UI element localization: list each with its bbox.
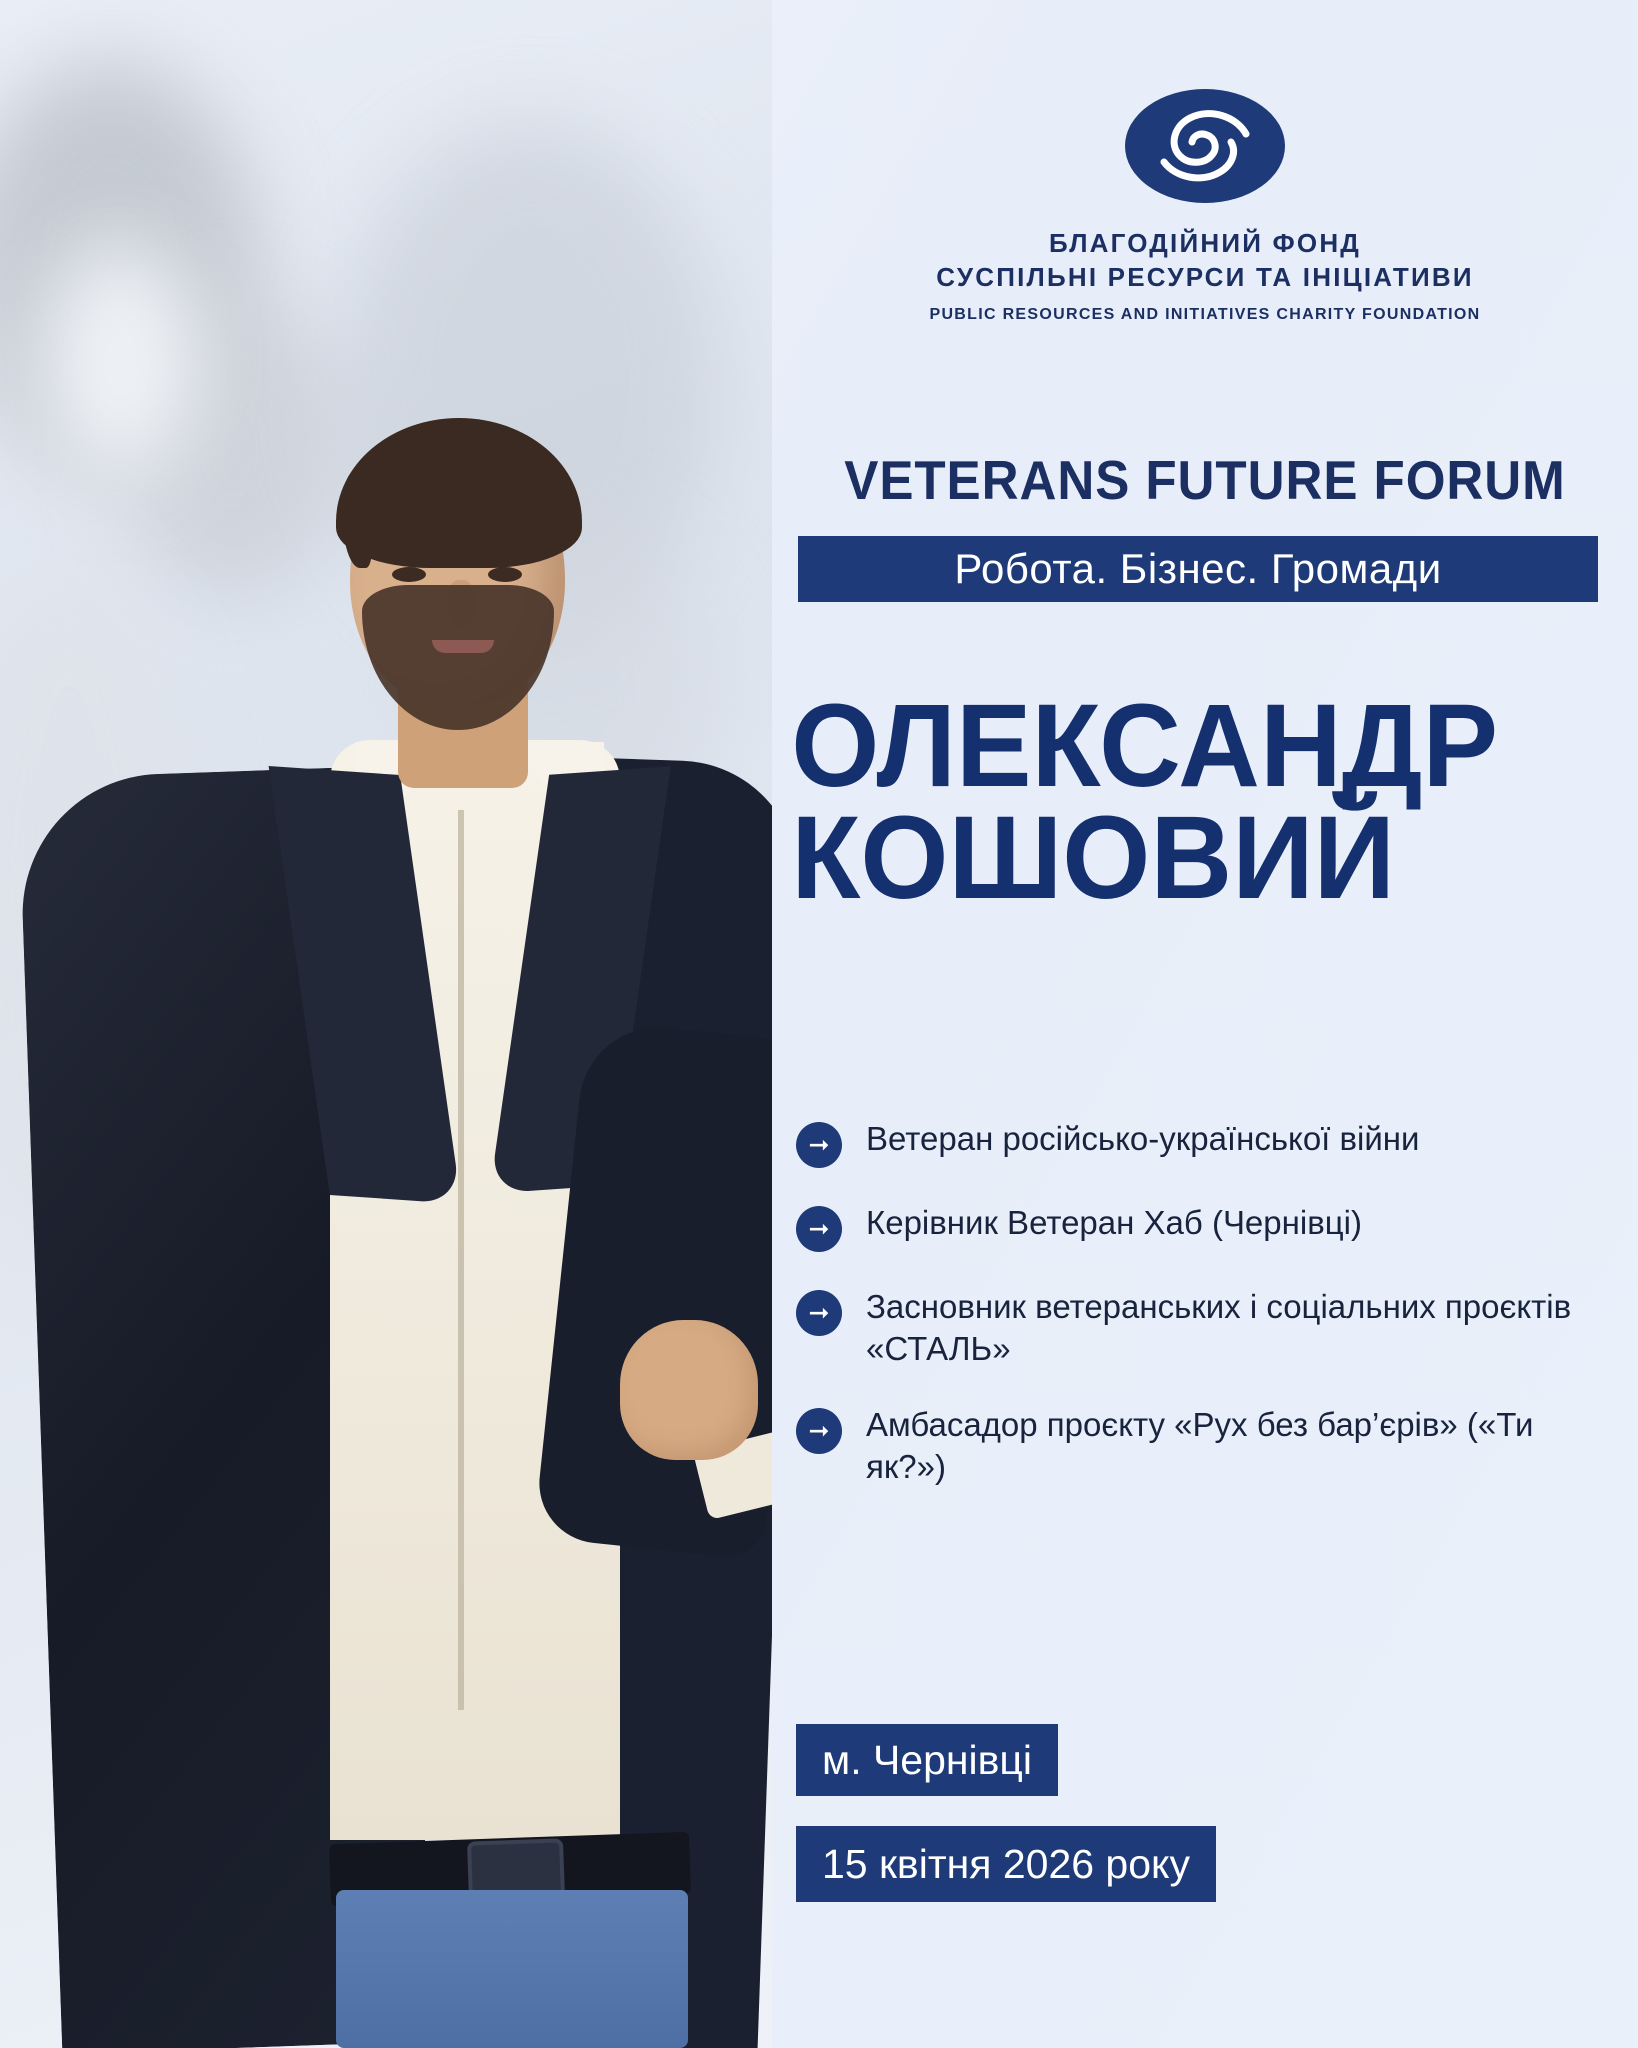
speaker-last-name: КОШОВИЙ bbox=[791, 792, 1396, 924]
event-city-badge: м. Чернівці bbox=[796, 1724, 1058, 1796]
arrow-right-icon: ➞ bbox=[796, 1122, 842, 1168]
organization-block bbox=[772, 82, 1638, 324]
speaker-portrait-illustration bbox=[0, 0, 772, 2048]
list-item bbox=[796, 1118, 1616, 1168]
list-item bbox=[796, 1202, 1616, 1252]
credential-text: Амбасадор проєкту «Рух без бар’єрів» («Ти як?») bbox=[866, 1406, 1534, 1485]
list-item bbox=[796, 1286, 1616, 1370]
event-date-badge: 15 квітня 2026 року bbox=[796, 1826, 1216, 1902]
organization-name-english: PUBLIC RESOURCES AND INITIATIVES CHARITY FOUNDATION bbox=[929, 306, 1481, 323]
eye-left bbox=[392, 567, 426, 582]
arrow-right-icon: ➞ bbox=[796, 1206, 842, 1252]
forum-subtitle: Робота. Бізнес. Громади bbox=[954, 545, 1442, 592]
arrow-right-icon: ➞ bbox=[796, 1408, 842, 1454]
hair bbox=[336, 418, 582, 568]
credential-text: Керівник Ветеран Хаб (Чернівці) bbox=[866, 1204, 1362, 1241]
speaker-credentials-list bbox=[796, 1118, 1616, 1522]
credential-text: Засновник ветеранських і соціальних проєктів «СТАЛЬ» bbox=[866, 1288, 1572, 1367]
list-item bbox=[796, 1404, 1616, 1488]
organization-name-line1: БЛАГОДІЙНИЙ ФОНД bbox=[1048, 228, 1362, 258]
speaker-name bbox=[772, 680, 1603, 924]
forum-subtitle-bar bbox=[798, 536, 1598, 602]
spiral-swirl-logo-icon bbox=[1120, 82, 1290, 210]
arrow-right-icon: ➞ bbox=[796, 1290, 842, 1336]
organization-name-line2: СУСПІЛЬНІ РЕСУРСИ ТА ІНІЦІАТИВИ bbox=[936, 262, 1474, 292]
speaker-first-name: ОЛЕКСАНДР bbox=[791, 680, 1499, 812]
credential-text: Ветеран російсько-української війни bbox=[866, 1120, 1420, 1157]
eye-right bbox=[488, 567, 522, 582]
jeans bbox=[336, 1890, 688, 2048]
hand bbox=[620, 1320, 758, 1460]
mouth bbox=[432, 640, 494, 653]
poster-content bbox=[772, 0, 1638, 2048]
forum-title: VETERANS FUTURE FORUM bbox=[844, 449, 1566, 511]
speaker-photo bbox=[0, 0, 772, 2048]
